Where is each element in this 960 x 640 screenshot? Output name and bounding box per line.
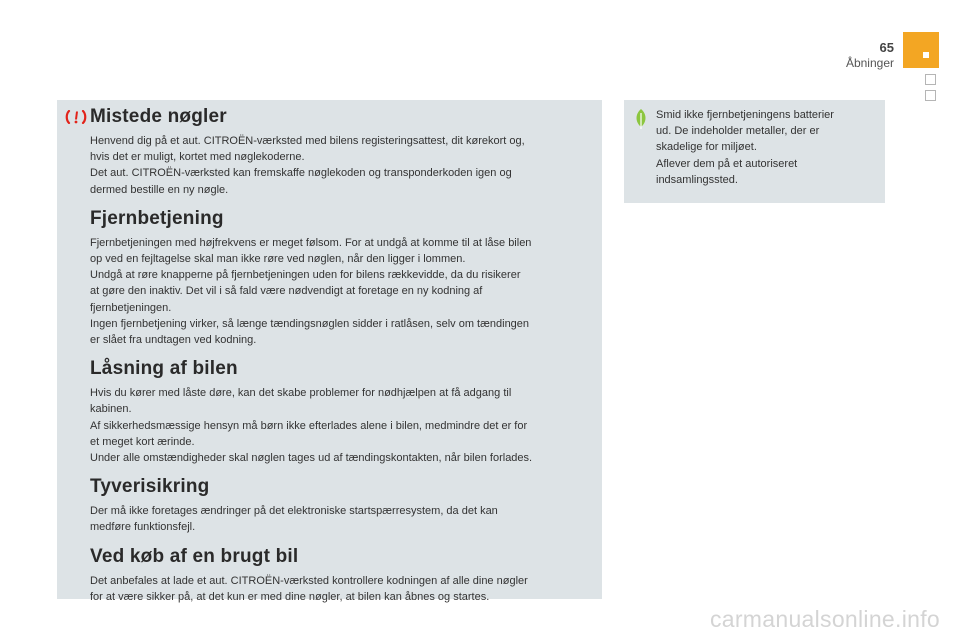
text-line: hvis det er muligt, kortet med nøglekoderne. (90, 151, 305, 164)
note-line: Smid ikke fjernbetjeningens batterier (656, 109, 834, 121)
text-line: Hvis du kører med låste døre, kan det skabe problemer for nødhjælpen at få adgang til (90, 387, 512, 400)
text-line: medføre funktionsfejl. (90, 521, 196, 534)
text-line: Henvend dig på et aut. CITROËN-værksted med bilens registeringsattest, dit kørekort og, (90, 135, 525, 147)
text-line: Det aut. CITROËN-værksted kan fremskaffe nøglekoden og transponderkoden igen og (90, 167, 512, 180)
section-heading: Ved køb af en brugt bil (90, 545, 299, 567)
text-line: op ved en fejltagelse skal man ikke røre ved nøglen, når den ligger i lommen. (90, 253, 466, 266)
main-info-box (57, 100, 602, 603)
section-paragraph (90, 503, 590, 535)
text-line: Fjernbetjeningen med højfrekvens er meget følsom. For at undgå at komme til at låse bilen (90, 236, 532, 249)
text-line: fjernbetjeningen. (90, 301, 172, 314)
warning-icon (65, 110, 87, 124)
text-line: dermed bestille en ny nøgle. (90, 183, 229, 196)
text-line: Undgå at røre knapperne på fjernbetjeningen uden for bilens rækkevidde, da du risikerer (90, 269, 521, 282)
section-heading: Låsning af bilen (90, 358, 238, 380)
note-line: indsamlingssted. (656, 173, 738, 186)
section-heading: Tyverisikring (90, 476, 210, 498)
section-heading: Fjernbetjening (90, 207, 224, 229)
note-line: Aflever dem på et autoriseret (656, 157, 798, 170)
text-line: Der må ikke foretages ændringer på det elektroniske startspærresystem, da det kan (90, 505, 498, 518)
eco-leaf-icon (631, 108, 651, 130)
chapter-tab-marker (923, 52, 929, 58)
text-line: er slået fra undtagen ved kodning. (90, 334, 257, 347)
text-line: et meget kort ærinde. (90, 435, 195, 448)
section-name: Åbninger (845, 56, 894, 70)
section (90, 208, 590, 348)
watermark: carmanualsonline.info (709, 606, 940, 632)
page-number: 65 (879, 40, 894, 55)
section (90, 476, 590, 535)
section (90, 106, 590, 198)
section (90, 358, 590, 466)
text-line: Ingen fjernbetjening virker, så længe tændingsnøglen sidder i ratlåsen, selv om tændingen (90, 317, 530, 330)
section-paragraph (90, 573, 590, 605)
section (90, 546, 590, 605)
chapter-tab-box-2 (925, 90, 936, 101)
text-line: at gøre den inaktiv. Det vil i så fald være nødvendigt at foretage en ny kodning af (90, 285, 483, 298)
environment-note-box (624, 100, 885, 203)
text-line: kabinen. (90, 403, 132, 416)
section-paragraph (90, 133, 590, 198)
text-line: for at være sikker på, at det kun er med dine nøgler, at bilen kan åbnes og startes. (90, 590, 490, 603)
note-line: ud. De indeholder metaller, der er (656, 125, 820, 138)
text-line: Af sikkerhedsmæssige hensyn må børn ikke efterlades alene i bilen, medmindre det er for (90, 419, 528, 432)
chapter-tab-box-1 (925, 74, 936, 85)
main-content (90, 106, 590, 615)
chapter-tab (903, 32, 939, 68)
section-paragraph (90, 385, 590, 466)
section-paragraph (90, 235, 590, 348)
text-line: Det anbefales at lade et aut. CITROËN-værksted kontrollere kodningen af alle dine nøgler (90, 574, 528, 587)
environment-note-text (656, 107, 871, 188)
note-line: skadelige for miljøet. (656, 141, 757, 154)
text-line: Under alle omstændigheder skal nøglen tages ud af tændingskontakten, når bilen forlades. (90, 452, 533, 465)
section-heading: Mistede nøgler (90, 106, 227, 127)
